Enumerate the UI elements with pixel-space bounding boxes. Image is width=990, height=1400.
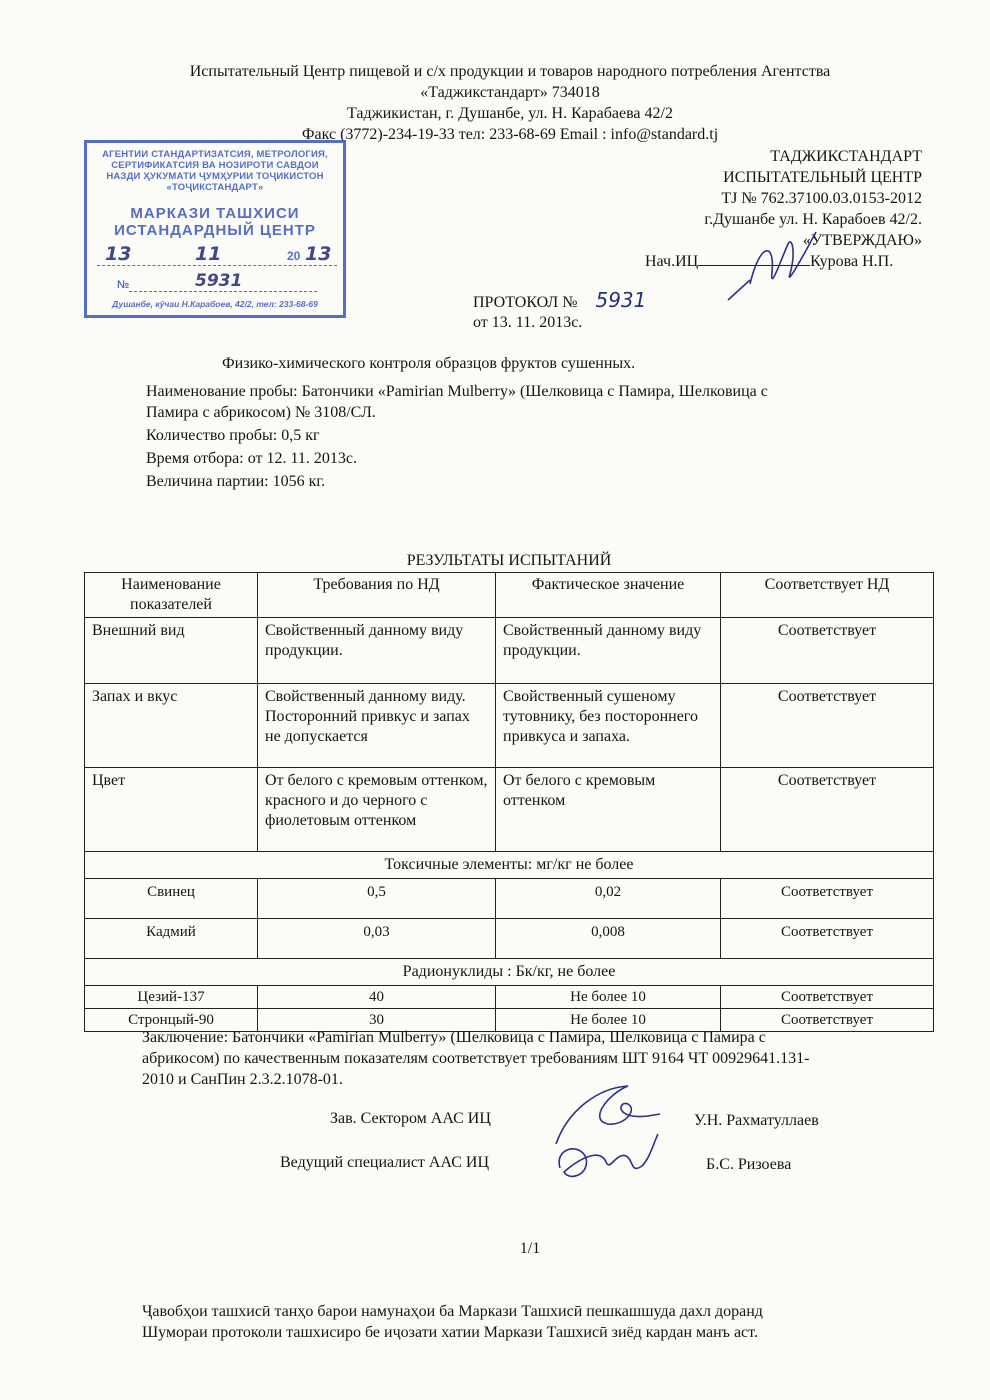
header-cell-name: Наименование показателей [85,573,258,618]
protocol-label: ПРОТОКОЛ № [473,294,578,311]
footer [142,1301,942,1343]
table-row [85,768,934,852]
row-requirement: 0,5 [258,879,496,919]
header-cell-compliance: Соответствует НД [721,573,934,618]
header-line-1: Испытательный Центр пищевой и с/х продукции и товаров народного потребления Агентства [189,63,831,80]
table-row [85,684,934,768]
header-cell-actual: Фактическое значение [496,573,721,618]
row-name: Кадмий [85,919,258,959]
conclusion-line-3: 2010 и СанПин 2.3.2.1078-01. [142,1071,343,1088]
approval-title: «УТВЕРЖДАЮ» [802,232,922,249]
row-actual: 0,02 [496,879,721,919]
head-label: Нач.ИЦ [645,253,699,270]
row-name: Запах и вкус [85,684,258,768]
signature-1-name: У.Н. Рахматуллаев [694,1112,819,1129]
stamp-line-4: «ТОҶИКСТАНДАРТ» [166,182,264,193]
section-row-toxic [85,852,934,879]
row-compliance: Соответствует [721,919,934,959]
row-name: Цезий-137 [85,986,258,1009]
protocol-number: 5931 [595,288,647,312]
row-actual: 0,008 [496,919,721,959]
header-cell-requirement: Требования по НД [258,573,496,618]
table-row [85,879,934,919]
row-actual: Не более 10 [496,1009,721,1032]
row-compliance: Соответствует [721,986,934,1009]
stamp-month: 11 [195,243,222,265]
footer-line-2: Шумораи протоколи ташхисиро бе иҷозати хатии Маркази Ташхисӣ зиёд кардан манъ аст. [142,1324,758,1341]
signature-1-role: Зав. Сектором ААС ИЦ [330,1110,491,1127]
results-table [84,572,934,1032]
sample-name-continued: Памира с абрикосом) № 3108/СЛ. [146,404,376,421]
header-line-3: Таджикистан, г. Душанбе, ул. Н. Карабаева 42/2 [347,105,673,122]
stamp-line-1: АГЕНТИИ СТАНДАРТИЗАТСИЯ, МЕТРОЛОГИЯ, [102,149,328,160]
row-requirement: 40 [258,986,496,1009]
row-compliance: Соответствует [721,1009,934,1032]
stamp-number-value: 5931 [195,271,243,291]
conclusion [142,1027,932,1090]
sample-batch: Величина партии: 1056 кг. [146,473,326,490]
sample-name: Наименование пробы: Батончики «Pamirian Mulberry» (Шелковица с Памира, Шелковица с [146,383,768,400]
approval-center: ИСПЫТАТЕЛЬНЫЙ ЦЕНТР [723,169,922,186]
stamp-line-2: СЕРТИФИКАТСИЯ ВА НОЗИРОТИ САВДОИ [111,160,319,171]
conclusion-line-1: Заключение: Батончики «Pamirian Mulberry» (Шелковица с Памира, Шелковица с Памира с [142,1029,766,1046]
row-name: Свинец [85,879,258,919]
approval-org: ТАДЖИКСТАНДАРТ [770,148,922,165]
head-name: Курова Н.П. [810,253,894,270]
stamp-day: 13 [105,243,132,265]
row-actual: От белого с кремовым оттенком [496,768,721,852]
row-name: Стронцый-90 [85,1009,258,1032]
row-actual: Не более 10 [496,986,721,1009]
stamp-line-3: НАЗДИ ҲУКУМАТИ ҶУМҲУРИИ ТОҶИКИСТОН [106,171,324,182]
protocol-title [473,290,646,313]
table-row [85,618,934,684]
organization-stamp [84,140,346,318]
stamp-number [117,271,317,295]
row-compliance: Соответствует [721,684,934,768]
stamp-line-5: МАРКАЗИ ТАШХИСИ [130,205,300,222]
head-signature [720,222,830,302]
row-requirement: 0,03 [258,919,496,959]
header-line-2: «Таджикстандарт» 734018 [420,84,600,101]
row-name: Внешний вид [85,618,258,684]
stamp-line-6: ИСТАНДАРДНЫЙ ЦЕНТР [114,222,316,239]
footer-line-1: Ҷавобҳои ташхисӣ танҳо барои намунаҳои ба Маркази Ташхисӣ пешкашшуда дахл доранд [142,1303,763,1320]
approval-block [502,146,922,251]
section-row-radio [85,959,934,986]
row-name: Цвет [85,768,258,852]
table-row [85,919,934,959]
stamp-year: 13 [305,243,332,265]
protocol-date: от 13. 11. 2013с. [473,314,583,331]
toxic-section-title: Токсичные элементы: мг/кг не более [85,852,934,879]
page-number: 1/1 [519,1240,541,1257]
signature-2-name: Б.С. Ризоева [706,1156,792,1173]
row-requirement: Свойственный данному виду. Посторонний привкус и запах не допускается [258,684,496,768]
signature-2-role: Ведущий специалист ААС ИЦ [280,1154,490,1171]
row-compliance: Соответствует [721,879,934,919]
stamp-date [97,243,337,269]
row-requirement: 30 [258,1009,496,1032]
stamp-footer: Душанбе, кӯчаи Н.Карабоев, 42/2, тел: 233-68-69 [112,299,318,309]
results-title: РЕЗУЛЬТАТЫ ИСПЫТАНИЙ [406,552,612,569]
sample-quantity: Количество пробы: 0,5 кг [146,427,320,444]
stamp-number-label: № [117,279,130,291]
approval-registration: TJ № 762.37100.03.0153-2012 [721,190,922,207]
radio-section-title: Радионуклиды : Бк/кг, не более [85,959,934,986]
signature-2 [550,1128,670,1188]
approval-address: г.Душанбе ул. Н. Карабоев 42/2. [704,211,922,228]
row-requirement: Свойственный данному виду продукции. [258,618,496,684]
row-compliance: Соответствует [721,768,934,852]
conclusion-line-2: абрикосом) по качественным показателям соответствует требованиям ШТ 9164 ЧТ 00929641.131- [142,1050,810,1067]
sample-info [146,381,926,492]
table-row [85,986,934,1009]
stamp-year-prefix: 20 [287,249,301,263]
row-actual: Свойственный сушеному тутовнику, без постороннего привкуса и запаха. [496,684,721,768]
row-actual: Свойственный данному виду продукции. [496,618,721,684]
table-header-row [85,573,934,618]
row-requirement: От белого с кремовым оттенком, красного и до черного с фиолетовым оттенком [258,768,496,852]
row-compliance: Соответствует [721,618,934,684]
sample-time: Время отбора: от 12. 11. 2013с. [146,450,358,467]
sample-title: Физико-химического контроля образцов фруктов сушенных. [222,355,636,372]
header-line-4: Факс (3772)-234-19-33 тел: 233-68-69 Email : info@standard.tj [301,126,719,143]
header [60,61,960,145]
